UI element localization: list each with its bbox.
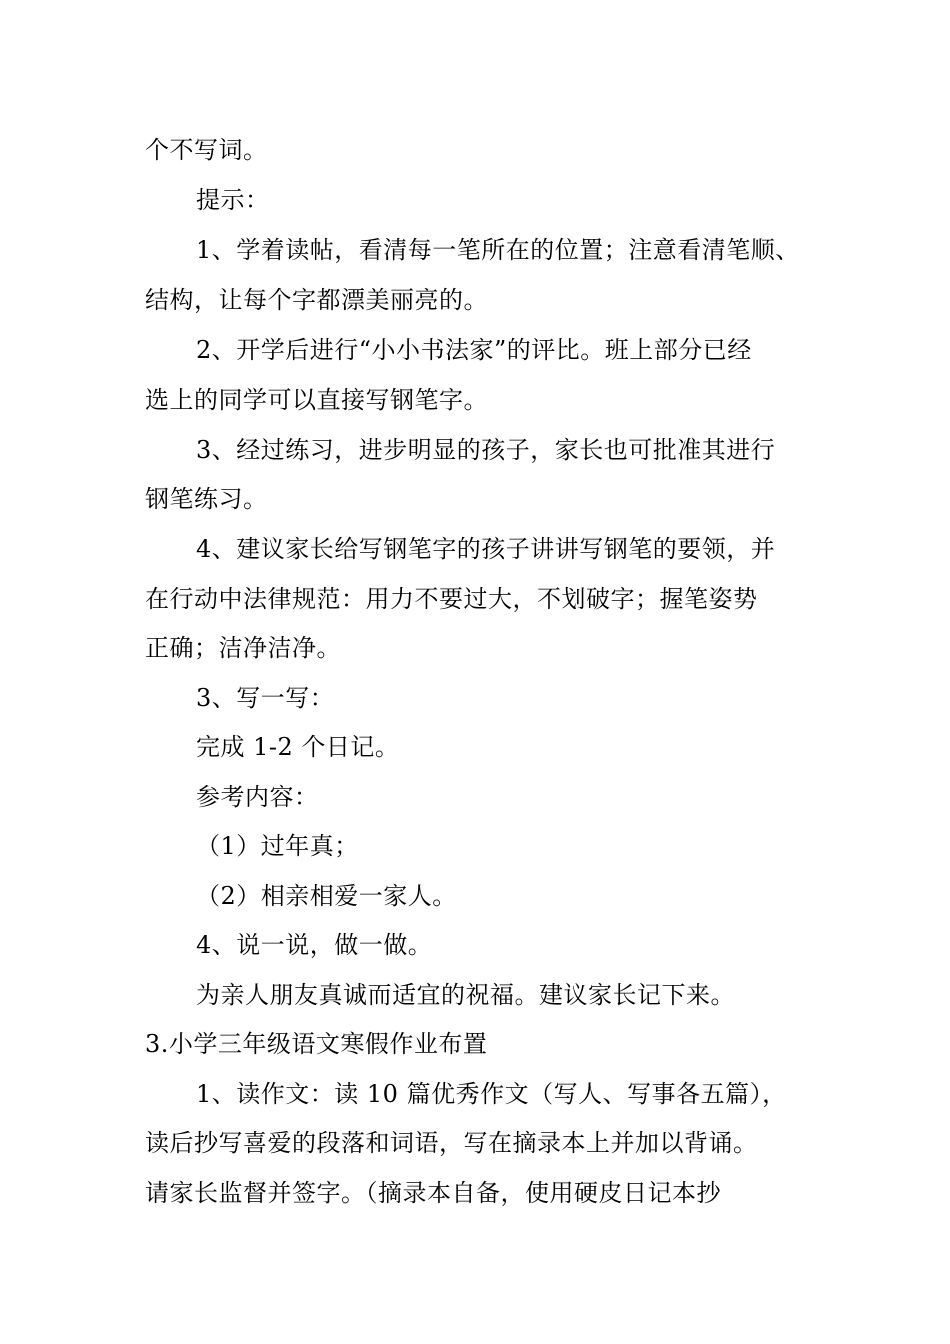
text-line: 结构，让每个字都漂美丽亮的。 bbox=[145, 286, 488, 314]
section-heading: 3.小学三年级语文寒假作业布置 bbox=[145, 1030, 488, 1058]
text-line: 正确；洁净洁净。 bbox=[145, 634, 341, 662]
text-line: 2、开学后进行“小小书法家”的评比。班上部分已经 bbox=[196, 336, 752, 364]
text-line: 1、读作文：读 10 篇优秀作文（写人、写事各五篇）， bbox=[196, 1080, 787, 1108]
text-line: 个不写词。 bbox=[145, 136, 268, 164]
text-line: 为亲人朋友真诚而适宜的祝福。建议家长记下来。 bbox=[196, 981, 735, 1009]
text-line: 参考内容： bbox=[196, 783, 319, 811]
text-line: 选上的同学可以直接写钢笔字。 bbox=[145, 386, 488, 414]
text-line: 请家长监督并签字。（摘录本自备，使用硬皮日记本抄 bbox=[145, 1179, 721, 1207]
text-line: 提示： bbox=[196, 186, 270, 214]
text-line: 读后抄写喜爱的段落和词语，写在摘录本上并加以背诵。 bbox=[145, 1129, 758, 1157]
text-line: 在行动中法律规范：用力不要过大，不划破字；握笔姿势 bbox=[145, 585, 758, 613]
text-line: 钢笔练习。 bbox=[145, 485, 268, 513]
text-line: 3、写一写： bbox=[196, 684, 335, 712]
text-line: 4、说一说，做一做。 bbox=[196, 931, 433, 959]
text-line: 3、经过练习，进步明显的孩子，家长也可批准其进行 bbox=[196, 436, 776, 464]
text-line: （1）过年真； bbox=[196, 832, 359, 860]
text-line: 完成 1-2 个日记。 bbox=[196, 733, 400, 761]
text-line: （2）相亲相爱一家人。 bbox=[196, 882, 457, 910]
text-line: 4、建议家长给写钢笔字的孩子讲讲写钢笔的要领，并 bbox=[196, 535, 776, 563]
text-line: 1、学着读帖，看清每一笔所在的位置；注意看清笔顺、 bbox=[196, 236, 800, 264]
